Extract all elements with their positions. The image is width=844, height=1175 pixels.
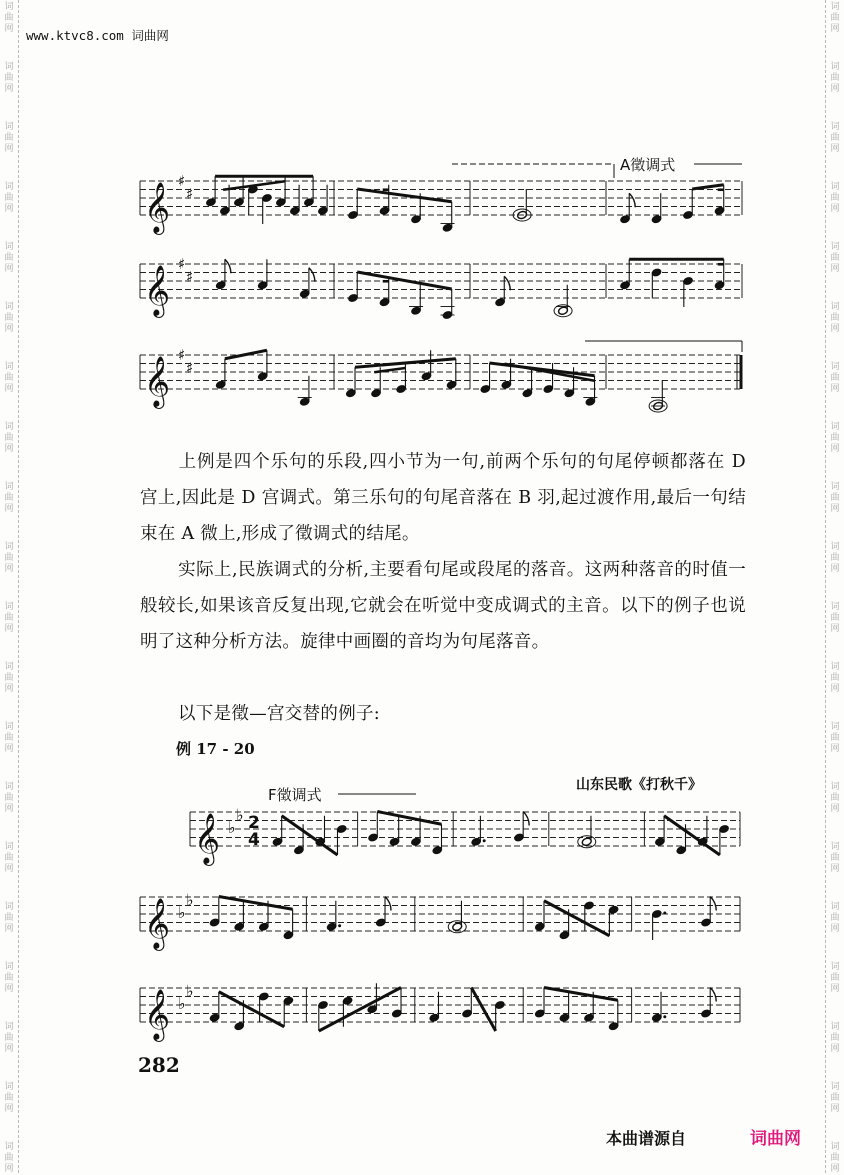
example-label: 例 17 - 20: [176, 740, 255, 758]
watermark-mark: 词 曲 网: [830, 362, 840, 394]
flat-icon: ♭: [178, 994, 186, 1013]
note-flag: [629, 193, 635, 207]
footer-site-link[interactable]: 词曲网: [750, 1129, 801, 1149]
watermark-mark: 词 曲 网: [830, 1022, 840, 1054]
flat-icon: ♭: [228, 818, 236, 837]
footer-source-text: 本曲谱源自: [606, 1129, 687, 1148]
treble-clef-icon: 𝄞: [144, 265, 171, 316]
flat-icon: ♭: [178, 903, 186, 922]
watermark-mark: 词 曲 网: [4, 2, 14, 34]
staff-system: [140, 346, 742, 412]
note-flag: [523, 812, 529, 826]
watermark-mark: 词 曲 网: [4, 842, 14, 874]
time-signature-top: 2: [248, 813, 260, 833]
paragraph-1-text: 上例是四个乐句的乐段,四小节为一句,前两个乐句的句尾停顿都落在 D 宫上,因此是 D 宫调式。第三乐句的句尾音落在 B 羽,起过渡作用,最后一句结束在 A 微上,形成了徵调式的结尾。: [140, 452, 746, 544]
mode-label-a: A徵调式: [620, 156, 676, 174]
beam: [282, 816, 338, 855]
watermark-mark: 词 曲 网: [4, 302, 14, 334]
beam: [544, 988, 618, 1001]
beam: [664, 816, 720, 855]
watermark-mark: 词 曲 网: [830, 602, 840, 634]
watermark-mark: 词 曲 网: [830, 722, 840, 754]
staff-system: [140, 255, 742, 320]
paragraph-1: [140, 444, 746, 552]
watermark-mark: 词 曲 网: [4, 422, 14, 454]
treble-clef-icon: 𝄞: [144, 989, 171, 1040]
treble-clef-icon: 𝄞: [144, 356, 171, 407]
watermark-mark: 词 曲 网: [4, 482, 14, 514]
watermark-mark: 词 曲 网: [830, 242, 840, 274]
watermark-mark: 词 曲 网: [4, 662, 14, 694]
watermark-mark: 词 曲 网: [830, 482, 840, 514]
watermark-mark: 词 曲 网: [4, 62, 14, 94]
paragraph-3: [140, 696, 746, 732]
flat-icon: ♭: [236, 805, 244, 825]
beam: [357, 189, 452, 202]
note-flag: [309, 268, 315, 282]
staff-system: [140, 981, 740, 1042]
dot-mark: [663, 912, 666, 915]
sharp-icon: ♯: [186, 267, 194, 286]
site-header[interactable]: www.ktvc8.com 词曲网: [26, 28, 169, 43]
song-source: 山东民歌《打秋千》: [576, 777, 702, 793]
page-number: 282: [138, 1053, 180, 1077]
watermark-mark: 词 曲 网: [4, 242, 14, 274]
beam: [471, 988, 495, 1032]
watermark-mark: 词 曲 网: [830, 902, 840, 934]
watermark-mark: 词 曲 网: [830, 2, 840, 34]
watermark-mark: 词 曲 网: [4, 962, 14, 994]
beam: [374, 368, 405, 372]
paragraph-2: [140, 552, 746, 660]
paragraph-3-text: 以下是徵—宫交替的例子:: [178, 704, 380, 724]
watermark-mark: 词 曲 网: [830, 1142, 840, 1174]
watermark-mark: 词 曲 网: [4, 182, 14, 214]
flat-icon: ♭: [186, 981, 194, 1001]
watermark-mark: 词 曲 网: [830, 842, 840, 874]
beam: [692, 185, 724, 189]
watermark-mark: 词 曲 网: [830, 782, 840, 814]
watermark-mark: 词 曲 网: [830, 662, 840, 694]
watermark-mark: 词 曲 网: [4, 122, 14, 154]
staff-system: [140, 890, 740, 951]
sharp-icon: ♯: [186, 184, 194, 203]
time-signature-bottom: 4: [248, 830, 260, 850]
watermark-mark: 词 曲 网: [4, 782, 14, 814]
watermark-mark: 词 曲 网: [830, 962, 840, 994]
watermark-mark: 词 曲 网: [4, 602, 14, 634]
dot-mark: [338, 924, 341, 927]
watermark-mark: 词 曲 网: [4, 542, 14, 574]
beam: [319, 988, 401, 1032]
staff-system: [140, 172, 742, 235]
watermark-mark: 词 曲 网: [4, 722, 14, 754]
watermark-mark: 词 曲 网: [830, 422, 840, 454]
sharp-icon: ♯: [178, 255, 186, 273]
watermark-mark: 词 曲 网: [830, 182, 840, 214]
note-flag: [225, 259, 231, 273]
watermark-mark: 词 曲 网: [4, 1142, 14, 1174]
beam: [219, 897, 293, 910]
watermark-mark: 词 曲 网: [4, 1022, 14, 1054]
flat-icon: ♭: [186, 890, 194, 910]
treble-clef-icon: 𝄞: [194, 813, 221, 864]
treble-clef-icon: 𝄞: [144, 182, 171, 233]
watermark-mark: 词 曲 网: [4, 1082, 14, 1114]
note-flag: [710, 988, 716, 1002]
dot-mark: [663, 1015, 666, 1018]
sharp-icon: ♯: [178, 172, 186, 190]
mode-label-f: F徵调式: [268, 786, 322, 804]
beam: [377, 812, 441, 825]
sharp-icon: ♯: [186, 358, 194, 377]
watermark-mark: 词 曲 网: [830, 62, 840, 94]
staff-system: [190, 805, 740, 866]
watermark-mark: 词 曲 网: [830, 542, 840, 574]
treble-clef-icon: 𝄞: [144, 898, 171, 949]
watermark-mark: 词 曲 网: [4, 362, 14, 394]
watermark-mark: 词 曲 网: [830, 302, 840, 334]
watermark-mark: 词 曲 网: [830, 1082, 840, 1114]
note-flag: [385, 897, 391, 911]
paragraph-2-text: 实际上,民族调式的分析,主要看句尾或段尾的落音。这两种落音的时值一般较长,如果该音反复出现,它就会在听觉中变成调式的主音。以下的例子也说明了这种分析方法。旋律中画圈的音均为句尾落音。: [140, 560, 746, 652]
watermark-mark: 词 曲 网: [4, 902, 14, 934]
watermark-mark: 词 曲 网: [830, 122, 840, 154]
sharp-icon: ♯: [178, 346, 186, 364]
dot-mark: [483, 839, 486, 842]
note-flag: [504, 276, 510, 290]
note-flag: [710, 897, 716, 911]
